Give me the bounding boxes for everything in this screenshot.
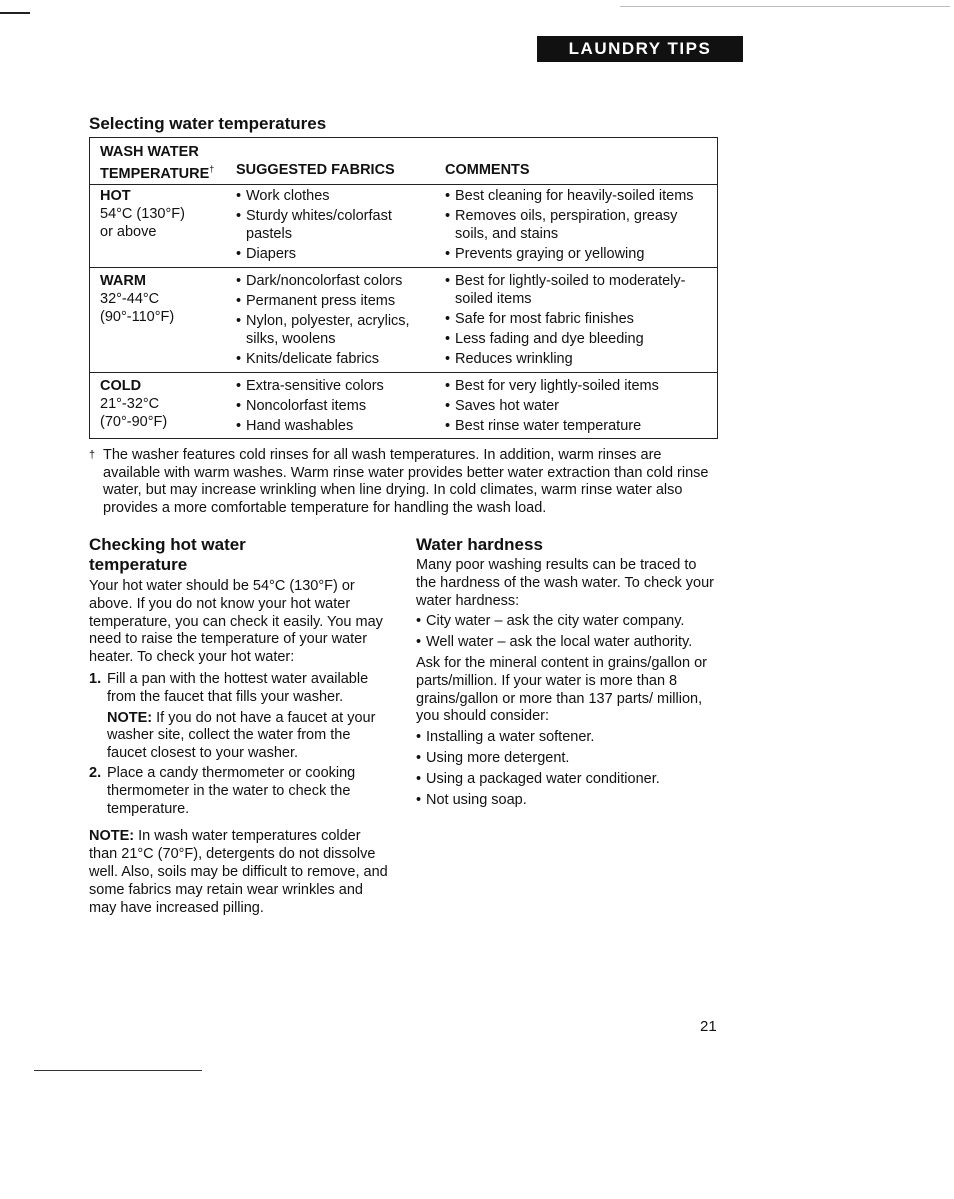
temp-cell <box>100 377 167 431</box>
hardness-options <box>416 729 716 809</box>
scan-artifact <box>620 6 950 7</box>
hot-water-note <box>89 828 389 917</box>
hot-water-steps <box>89 671 389 818</box>
list-item: • Installing a water softener. <box>416 729 716 747</box>
step-number: 2. <box>89 764 102 781</box>
table-footnote <box>89 447 719 517</box>
step-number: 1. <box>89 670 102 687</box>
temp-range: 54°C (130°F) <box>100 206 185 222</box>
fabrics-cell <box>236 272 436 370</box>
list-item: • Best for very lightly-soiled items <box>445 377 713 395</box>
list-item: • Dark/noncolorfast colors <box>236 272 436 290</box>
temp-name: COLD <box>100 378 142 394</box>
temp-range-extra: (90°-110°F) <box>100 309 175 325</box>
header-fabrics: SUGGESTED FABRICS <box>236 162 395 178</box>
list-item: • Nylon, polyester, acrylics, silks, woolens <box>236 312 436 348</box>
page-number: 21 <box>700 1018 717 1035</box>
hot-water-intro: Your hot water should be 54°C (130°F) or above. If you do not know your hot water temperature, you can check it easily. You may need to raise the temperature of your water heater. To check your hot water: <box>89 578 383 666</box>
list-item: • Hand washables <box>236 417 436 435</box>
fabrics-cell <box>236 187 436 265</box>
section-banner <box>537 36 743 62</box>
comments-cell <box>445 187 713 265</box>
dagger-mark: † <box>209 164 215 174</box>
list-item: • City water – ask the city water company. <box>416 613 716 631</box>
note-label: NOTE: <box>107 709 153 726</box>
hardness-intro: Many poor washing results can be traced to the hardness of the wash water. To check your water hardness: <box>416 557 714 609</box>
temp-range-extra: (70°-90°F) <box>100 414 168 430</box>
list-item: • Prevents graying or yellowing <box>445 245 713 263</box>
comments-cell <box>445 272 713 370</box>
temp-range: 21°-32°C <box>100 396 160 412</box>
banner-title: LAUNDRY TIPS <box>568 39 712 58</box>
scan-artifact <box>0 12 30 14</box>
list-item: • Best rinse water temperature <box>445 417 713 435</box>
dagger-mark: † <box>89 449 96 461</box>
temp-range-extra: or above <box>100 224 157 240</box>
step-item <box>89 765 389 818</box>
list-item: • Knits/delicate fabrics <box>236 350 436 368</box>
hot-water-title: Checking hot water temperature <box>89 535 246 574</box>
hardness-section <box>416 535 716 812</box>
table-row-hot <box>90 184 717 268</box>
list-item: • Extra-sensitive colors <box>236 377 436 395</box>
list-item: • Well water – ask the local water authority. <box>416 634 716 652</box>
list-item: • Saves hot water <box>445 397 713 415</box>
temp-cell <box>100 272 174 326</box>
header-temperature-text: TEMPERATURE <box>100 165 210 182</box>
list-item: • Sturdy whites/colorfast pastels <box>236 207 436 243</box>
footnote-text: The washer features cold rinses for all wash temperatures. In addition, warm rinses are available with warm washes. Warm rinse water provides better water extraction than cold rinse water, but may increase wrinkling when line drying. In cold climates, warm rinse water also provides a more comfortable temperature for handling the wash load. <box>103 447 709 516</box>
hardness-title: Water hardness <box>416 535 543 554</box>
table-row-warm <box>90 268 717 373</box>
header-comments: COMMENTS <box>445 162 530 178</box>
list-item: • Not using soap. <box>416 792 716 810</box>
fabrics-cell <box>236 377 436 437</box>
table-header <box>90 138 717 185</box>
list-item: • Work clothes <box>236 187 436 205</box>
list-item: • Using a packaged water conditioner. <box>416 771 716 789</box>
hardness-sources <box>416 613 716 652</box>
temperature-table <box>89 137 718 439</box>
hardness-middle: Ask for the mineral content in grains/gallon or parts/million. If your water is more than 8 grains/gallon or more than 137 parts/ million, you should consider: <box>416 654 707 725</box>
header-temperature-line1: WASH WATER <box>100 144 199 160</box>
list-item: • Permanent press items <box>236 292 436 310</box>
comments-cell <box>445 377 713 437</box>
step-text: Fill a pan with the hottest water available from the faucet that fills your washer. <box>107 670 369 705</box>
list-item: • Diapers <box>236 245 436 263</box>
list-item: • Removes oils, perspiration, greasy soils, and stains <box>445 207 713 243</box>
header-temperature-line2 <box>100 161 214 183</box>
list-item: • Reduces wrinkling <box>445 350 713 368</box>
temperatures-title: Selecting water temperatures <box>89 114 327 133</box>
list-item: • Less fading and dye bleeding <box>445 330 713 348</box>
list-item: • Best for lightly-soiled to moderately-soiled items <box>445 272 713 308</box>
temp-name: WARM <box>100 273 146 289</box>
step-note <box>107 710 389 763</box>
temp-name: HOT <box>100 188 131 204</box>
note-text: In wash water temperatures colder than 21°C (70°F), detergents do not dissolve well. Also, soils may be difficult to remove, and some fabrics may retain wear wrinkles and may have increased pilling. <box>89 828 388 916</box>
step-text: Place a candy thermometer or cooking thermometer in the water to check the temperature. <box>107 764 356 817</box>
note-label: NOTE: <box>89 828 135 845</box>
table-row-cold <box>90 373 717 439</box>
hot-water-section <box>89 535 389 917</box>
note-text: If you do not have a faucet at your washer site, collect the water from the faucet closest to your washer. <box>107 709 376 762</box>
scan-artifact <box>34 1070 202 1071</box>
list-item: • Best cleaning for heavily-soiled items <box>445 187 713 205</box>
header-temperature <box>100 144 214 183</box>
temp-cell <box>100 187 185 241</box>
list-item: • Noncolorfast items <box>236 397 436 415</box>
list-item: • Safe for most fabric finishes <box>445 310 713 328</box>
temp-range: 32°-44°C <box>100 291 160 307</box>
list-item: • Using more detergent. <box>416 750 716 768</box>
step-item <box>89 671 389 763</box>
